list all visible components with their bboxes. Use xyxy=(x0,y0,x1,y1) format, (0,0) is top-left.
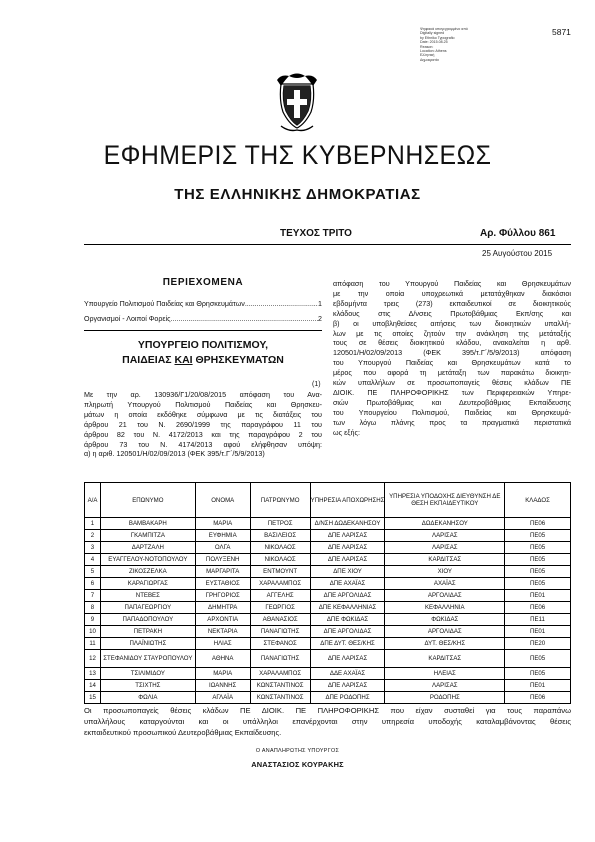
stamp-line: Ελληνική xyxy=(420,53,435,58)
table-cell: ΓΚΑΜΠΙΤΖΑ xyxy=(100,530,195,542)
table-cell: ΔΑΡΤΖΑΛΗ xyxy=(100,542,195,554)
staff-table xyxy=(84,482,571,704)
table-cell: ΜΑΡΓΑΡΙΤΑ xyxy=(195,566,250,578)
table-row xyxy=(85,650,571,668)
text-line: μάτων η οποία εκδόθηκε σύμφωνα με τις διατάξεις του xyxy=(84,409,322,419)
table-cell: ΟΛΓΑ xyxy=(195,542,250,554)
table-cell: 14 xyxy=(85,680,101,692)
text-line: κλάδους στις Δ/νσεις Πρωτοβάθμιας Εκπ/σης και xyxy=(333,308,571,318)
text-line: β) οι υποβληθείσες αιτήσεις των διοικητικών υπαλλή- xyxy=(333,318,571,328)
signatory-name: ΑΝΑΣΤΑΣΙΟΣ ΚΟΥΡΑΚΗΣ xyxy=(251,760,344,769)
table-cell: ΔΠΕ ΧΙΟΥ xyxy=(310,566,385,578)
decision-text-left xyxy=(84,390,322,459)
table-cell: ΠΑΠΑΓΕΩΡΓΙΟΥ xyxy=(100,602,195,614)
table-cell: 1 xyxy=(85,518,101,530)
table-cell: ΠΕΤΡΟΣ xyxy=(250,518,310,530)
table-cell: ΚΕΦΑΛΛΗΝΙΑ xyxy=(385,602,505,614)
table-cell: ΦΩΛΙΑ xyxy=(100,692,195,704)
contents-item xyxy=(84,300,322,308)
table-cell: ΑΓΓΕΛΗΣ xyxy=(250,590,310,602)
contents-item-page: 2 xyxy=(318,315,322,323)
table-cell: ΔΠΕ ΡΟΔΟΠΗΣ xyxy=(310,692,385,704)
table-cell: ΠΕ20 xyxy=(505,638,571,650)
table-cell: ΔΠΕ ΑΡΓΟΛΙΔΑΣ xyxy=(310,626,385,638)
column-header: ΟΝΟΜΑ xyxy=(195,483,250,518)
table-cell: ΗΛΙΑΣ xyxy=(195,638,250,650)
table-cell: ΠΕ11 xyxy=(505,614,571,626)
table-cell: ΔΠΕ ΛΑΡΙΣΑΣ xyxy=(310,554,385,566)
table-row xyxy=(85,680,571,692)
closing-paragraph xyxy=(84,705,571,738)
table-cell: ΔΠΕ ΛΑΡΙΣΑΣ xyxy=(310,530,385,542)
table-cell: ΚΑΡΔΙΤΣΑΣ xyxy=(385,650,505,668)
text-line: του Υπουργού Παιδείας και Θρησκευμάτων κατά το xyxy=(333,358,571,368)
page-number: 5871 xyxy=(552,27,571,37)
table-cell: ΔΠΕ ΛΑΡΙΣΑΣ xyxy=(310,680,385,692)
contents-item xyxy=(84,315,322,323)
text-line: τους σε θέσεις διοικητικού κλάδου, ανακαλείται η αρθ. xyxy=(333,338,571,348)
table-cell: ΖΙΚΟΣΖΕΛΚΑ xyxy=(100,566,195,578)
stamp-line: Location: Athens xyxy=(420,49,447,54)
table-cell: ΠΕ05 xyxy=(505,554,571,566)
table-cell: ΣΤΕΦΑΝΙΔΟΥ ΣΤΑΥΡΟΠΟΥΛΟΥ xyxy=(100,650,195,668)
table-cell: ΙΩΑΝΝΗΣ xyxy=(195,680,250,692)
ministry-heading xyxy=(84,338,322,368)
text-line: άρθρου 73 του Ν. 4174/2013 αφού ελήφθησαν υπόψη: xyxy=(84,439,322,449)
table-cell: ΝΕΚΤΑΡΙΑ xyxy=(195,626,250,638)
ministry-line-1: ΥΠΟΥΡΓΕΙΟ ΠΟΛΙΤΙΣΜΟΥ, xyxy=(137,339,269,351)
header-rule xyxy=(84,244,571,245)
text-line: Οι προσωποπαγείς θέσεις κλάδων ΠΕ ΔΙΟΙΚ. ΠΕ ΠΛΗΡΟΦΟΡΙΚΗΣ που είχαν συσταθεί για τους παραπάνω xyxy=(84,706,571,715)
table-row xyxy=(85,692,571,704)
table-cell: ΔΠΕ ΦΩΚΙΔΑΣ xyxy=(310,614,385,626)
table-cell: ΠΕ06 xyxy=(505,692,571,704)
table-cell: ΠΕ05 xyxy=(505,578,571,590)
table-cell: 10 xyxy=(85,626,101,638)
table-cell: ΔΠΕ ΔΥΤ. ΘΕΣ/ΚΗΣ xyxy=(310,638,385,650)
stamp-line: Date: 2015.08.25 xyxy=(420,40,448,45)
table-cell: ΠΕ06 xyxy=(505,602,571,614)
table-cell: 9 xyxy=(85,614,101,626)
table-header-row xyxy=(85,483,571,518)
table-cell: 8 xyxy=(85,602,101,614)
table-cell: ΚΑΡΑΓΙΩΡΓΑΣ xyxy=(100,578,195,590)
table-cell: ΒΑΜΒΑΚΑΡΗ xyxy=(100,518,195,530)
table-row xyxy=(85,602,571,614)
table-cell: 5 xyxy=(85,566,101,578)
table-cell: ΛΑΡΙΣΑΣ xyxy=(385,530,505,542)
table-cell: ΤΣΙΧΤΗΣ xyxy=(100,680,195,692)
table-cell: ΠΕ05 xyxy=(505,668,571,680)
table-cell: ΑΘΗΝΑ xyxy=(195,650,250,668)
column-header: ΥΠΗΡΕΣΙΑ ΥΠΟΔΟΧΗΣ ΔΙΕΥΘΥΝΣΗ ΔΕ ΘΕΣΗ ΕΚΠΑΙΔΕΥΤΙΚΟΥ xyxy=(385,483,505,518)
table-cell: ΠΕ05 xyxy=(505,542,571,554)
table-cell: ΠΕ01 xyxy=(505,626,571,638)
text-line: των λόγω πλάνης προς τα πραγματικά περιστατικά xyxy=(333,417,571,427)
text-line: σιών Πρωτοβάθμιας και Δευτεροβάθμιας Εκπαίδευσης xyxy=(333,397,571,407)
column-header: ΠΑΤΡΩΝΥΜΟ xyxy=(250,483,310,518)
table-cell: ΑΧΑΪΑΣ xyxy=(385,578,505,590)
table-cell: ΑΘΑΝΑΣΙΟΣ xyxy=(250,614,310,626)
table-cell: 3 xyxy=(85,542,101,554)
table-cell: ΓΡΗΓΟΡΙΟΣ xyxy=(195,590,250,602)
table-row xyxy=(85,542,571,554)
gazette-title: ΕΦΗΜΕΡΙΣ ΤΗΣ ΚΥΒΕΡΝΗΣΕΩΣ xyxy=(103,140,492,170)
contents-item-page: 1 xyxy=(318,300,322,308)
column-header: Α/Α xyxy=(85,483,101,518)
table-cell: 2 xyxy=(85,530,101,542)
text-line: α) η αριθ. 120501/Η/02/09/2013 (ΦΕΚ 395/τ.Γ΄/5/9/2013) xyxy=(84,449,265,459)
text-line: πληρωτή Υπουργού Πολιτισμού Παιδείας και Θρησκευ- xyxy=(84,399,322,409)
table-row xyxy=(85,566,571,578)
table-cell: 7 xyxy=(85,590,101,602)
table-cell: ΠΕ05 xyxy=(505,530,571,542)
table-cell: 13 xyxy=(85,668,101,680)
table-cell: ΗΛΕΙΑΣ xyxy=(385,668,505,680)
table-cell: ΑΓΛΑΪΑ xyxy=(195,692,250,704)
text-line: 120501/Η/02/09/2013 (ΦΕΚ 395/τ.Γ΄/5/9/2013) απόφαση xyxy=(333,348,571,358)
table-cell: ΠΕ05 xyxy=(505,566,571,578)
table-cell: ΕΥΑΓΓΕΛΟΥ-ΝΟΤΟΠΟΥΛΟΥ xyxy=(100,554,195,566)
table-cell: ΝΙΚΟΛΑΟΣ xyxy=(250,542,310,554)
stamp-line: by Ethniko Typografio xyxy=(420,35,455,40)
table-row xyxy=(85,554,571,566)
column-header: ΕΠΩΝΥΜΟ xyxy=(100,483,195,518)
ministry-line-2: ΠΑΙΔΕΙΑΣ ΚΑΙ ΘΡΗΣΚΕΥΜΑΤΩΝ xyxy=(122,354,284,366)
table-row xyxy=(85,668,571,680)
stamp-line: Δημοκρατία xyxy=(420,57,439,62)
table-cell: ΓΕΩΡΓΙΟΣ xyxy=(250,602,310,614)
table-cell: ΝΤΕΒΕΣ xyxy=(100,590,195,602)
contents-title: ΠΕΡΙΕΧΟΜΕΝΑ xyxy=(162,277,244,288)
table-cell: Δ/ΝΣΗ ΔΩΔΕΚΑΝΗΣΟΥ xyxy=(310,518,385,530)
table-cell: ΔΥΤ. ΘΕΣ/ΚΗΣ xyxy=(385,638,505,650)
table-cell: ΔΔΕ ΑΧΑΪΑΣ xyxy=(310,668,385,680)
table-row xyxy=(85,590,571,602)
table-cell: ΛΑΡΙΣΑΣ xyxy=(385,542,505,554)
stamp-line: Digitally signed xyxy=(420,31,445,36)
table-row xyxy=(85,518,571,530)
table-cell: ΔΠΕ ΛΑΡΙΣΑΣ xyxy=(310,650,385,668)
table-cell: ΕΥΦΗΜΙΑ xyxy=(195,530,250,542)
gazette-subtitle: ΤΗΣ ΕΛΛΗΝΙΚΗΣ ΔΗΜΟΚΡΑΤΙΑΣ xyxy=(174,186,421,203)
table-cell: ΔΠΕ ΑΧΑΪΑΣ xyxy=(310,578,385,590)
text-line: λων με τις οποίες ζητούν την ανάκληση της μετάταξής xyxy=(333,328,571,338)
table-cell: ΒΑΣΙΛΕΙΟΣ xyxy=(250,530,310,542)
text-line: απόφαση του Υπουργού Παιδείας και Θρησκευμάτων xyxy=(333,279,571,288)
text-line: με την οποία υποχρεωτικά μετατάχθηκαν διακόσιοι xyxy=(333,288,571,298)
table-cell: ΠΑΝΑΓΙΩΤΗΣ xyxy=(250,626,310,638)
table-cell: ΠΕ01 xyxy=(505,590,571,602)
table-cell: ΑΡΧΟΝΤΙΑ xyxy=(195,614,250,626)
table-cell: 4 xyxy=(85,554,101,566)
text-line: Με την αρ. 130936/Γ1/20/08/2015 απόφαση του Ανα- xyxy=(84,390,322,399)
table-cell: ΧΑΡΑΛΑΜΠΟΣ xyxy=(250,578,310,590)
decision-text-right xyxy=(333,279,571,438)
publication-date: 25 Αυγούστου 2015 xyxy=(482,249,553,258)
table-cell: ΔΗΜΗΤΡΑ xyxy=(195,602,250,614)
table-cell: ΠΕΤΡΑΚΗ xyxy=(100,626,195,638)
table-cell: ΦΩΚΙΔΑΣ xyxy=(385,614,505,626)
table-cell: ΠΕ01 xyxy=(505,680,571,692)
table-row xyxy=(85,638,571,650)
table-cell: ΜΑΡΙΑ xyxy=(195,518,250,530)
table-cell: ΠΑΝΑΓΙΩΤΗΣ xyxy=(250,650,310,668)
sheet-number: Αρ. Φύλλου 861 xyxy=(480,228,556,239)
text-line: υπαλλήλους καταργούνται και οι υπάλληλοι επανέρχονται στην υπηρεσία υποδοχής καταλαμβάνοντας θέσεις xyxy=(84,717,571,726)
table-cell: ΔΠΕ ΑΡΓΟΛΙΔΑΣ xyxy=(310,590,385,602)
table-cell: ΠΑΠΑΔΟΠΟΥΛΟΥ xyxy=(100,614,195,626)
table-cell: ΧΑΡΑΛΑΜΠΟΣ xyxy=(250,668,310,680)
leader-dots xyxy=(171,315,318,323)
text-line: ως εξής: xyxy=(333,427,360,437)
text-line: εκπαιδευτικού προσωπικού Δευτεροβάθμιας Εκπαίδευσης. xyxy=(84,728,282,737)
text-line: άρθρου 82 του Ν. 4172/2013 και της παραγράφου 2 του xyxy=(84,429,322,439)
table-row xyxy=(85,530,571,542)
table-cell: ΠΕ06 xyxy=(505,518,571,530)
table-cell: ΚΑΡΔΙΤΣΑΣ xyxy=(385,554,505,566)
table-cell: ΔΠΕ ΛΑΡΙΣΑΣ xyxy=(310,542,385,554)
contents-item-label: Υπουργείο Πολιτισμού Παιδείας και Θρησκευμάτων xyxy=(84,300,245,308)
text-line: εβδομήντα τρεις (273) εκπαιδευτικοί σε διοικητικούς xyxy=(333,298,571,308)
table-row xyxy=(85,614,571,626)
table-cell: 15 xyxy=(85,692,101,704)
table-cell: 11 xyxy=(85,638,101,650)
table-cell: 12 xyxy=(85,650,101,668)
table-cell: ΤΣΙΛΙΜΙΔΟΥ xyxy=(100,668,195,680)
table-cell: ΧΙΟΥ xyxy=(385,566,505,578)
table-cell: ΚΩΝΣΤΑΝΤΙΝΟΣ xyxy=(250,680,310,692)
decision-number: (1) xyxy=(312,381,321,388)
signatory-role: Ο ΑΝΑΠΛΗΡΩΤΗΣ ΥΠΟΥΡΓΟΣ xyxy=(255,748,340,754)
table-cell: ΡΟΔΟΠΗΣ xyxy=(385,692,505,704)
column-header: ΥΠΗΡΕΣΙΑ ΑΠΟΧΩΡΗΣΗΣ xyxy=(310,483,385,518)
text-line: μέρος που αφορά τη μετάταξη των παρακάτω διοικητι- xyxy=(333,368,571,378)
table-cell: 6 xyxy=(85,578,101,590)
column-header: ΚΛΑΔΟΣ xyxy=(505,483,571,518)
table-cell: ΠΛΑΪΝΙΩΤΗΣ xyxy=(100,638,195,650)
table-cell: ΕΝΤΜΟΥΝΤ xyxy=(250,566,310,578)
table-cell: ΔΩΔΕΚΑΝΗΣΟΥ xyxy=(385,518,505,530)
contents-item-label: Οργανισμοί - Λοιποί Φορείς xyxy=(84,315,171,323)
issue-label: ΤΕΥΧΟΣ ΤΡΙΤΟ xyxy=(280,228,352,239)
table-cell: ΠΟΛΥΞΕΝΗ xyxy=(195,554,250,566)
text-line: κών υπαλλήλων σε προσωποπαγείς θέσεις κλάδων ΠΕ xyxy=(333,378,571,388)
leader-dots xyxy=(245,300,318,308)
table-cell: ΣΤΕΦΑΝΟΣ xyxy=(250,638,310,650)
table-cell: ΝΙΚΟΛΑΟΣ xyxy=(250,554,310,566)
text-line: άρθρου 21 του Ν. 2690/1999 της παραγράφου 11 του xyxy=(84,419,322,429)
stamp-line: Reason: xyxy=(420,44,434,49)
stamp-line: Ψηφιακά υπογεγραμμένο από xyxy=(420,27,468,31)
text-line: ΔΙΟΙΚ. ΠΕ ΠΛΗΡΟΦΟΡΙΚΗΣ των Περιφερειακών Υπηρε- xyxy=(333,387,571,397)
digital-signature-stamp xyxy=(420,27,482,62)
coat-of-arms-emblem xyxy=(275,70,319,132)
table-row xyxy=(85,626,571,638)
table-cell: ΑΡΓΟΛΙΔΑΣ xyxy=(385,590,505,602)
table-cell: ΚΩΝΣΤΑΝΤΙΝΟΣ xyxy=(250,692,310,704)
table-cell: ΠΕ05 xyxy=(505,650,571,668)
table-cell: ΜΑΡΙΑ xyxy=(195,668,250,680)
table-cell: ΛΑΡΙΣΑΣ xyxy=(385,680,505,692)
table-cell: ΑΡΓΟΛΙΔΑΣ xyxy=(385,626,505,638)
contents-rule xyxy=(84,330,322,331)
table-row xyxy=(85,578,571,590)
table-cell: ΔΠΕ ΚΕΦΑΛΛΗΝΙΑΣ xyxy=(310,602,385,614)
table-cell: ΕΥΣΤΑΘΙΟΣ xyxy=(195,578,250,590)
text-line: του Υπουργείου Πολιτισμού, Παιδείας και Θρησκευμά- xyxy=(333,407,571,417)
